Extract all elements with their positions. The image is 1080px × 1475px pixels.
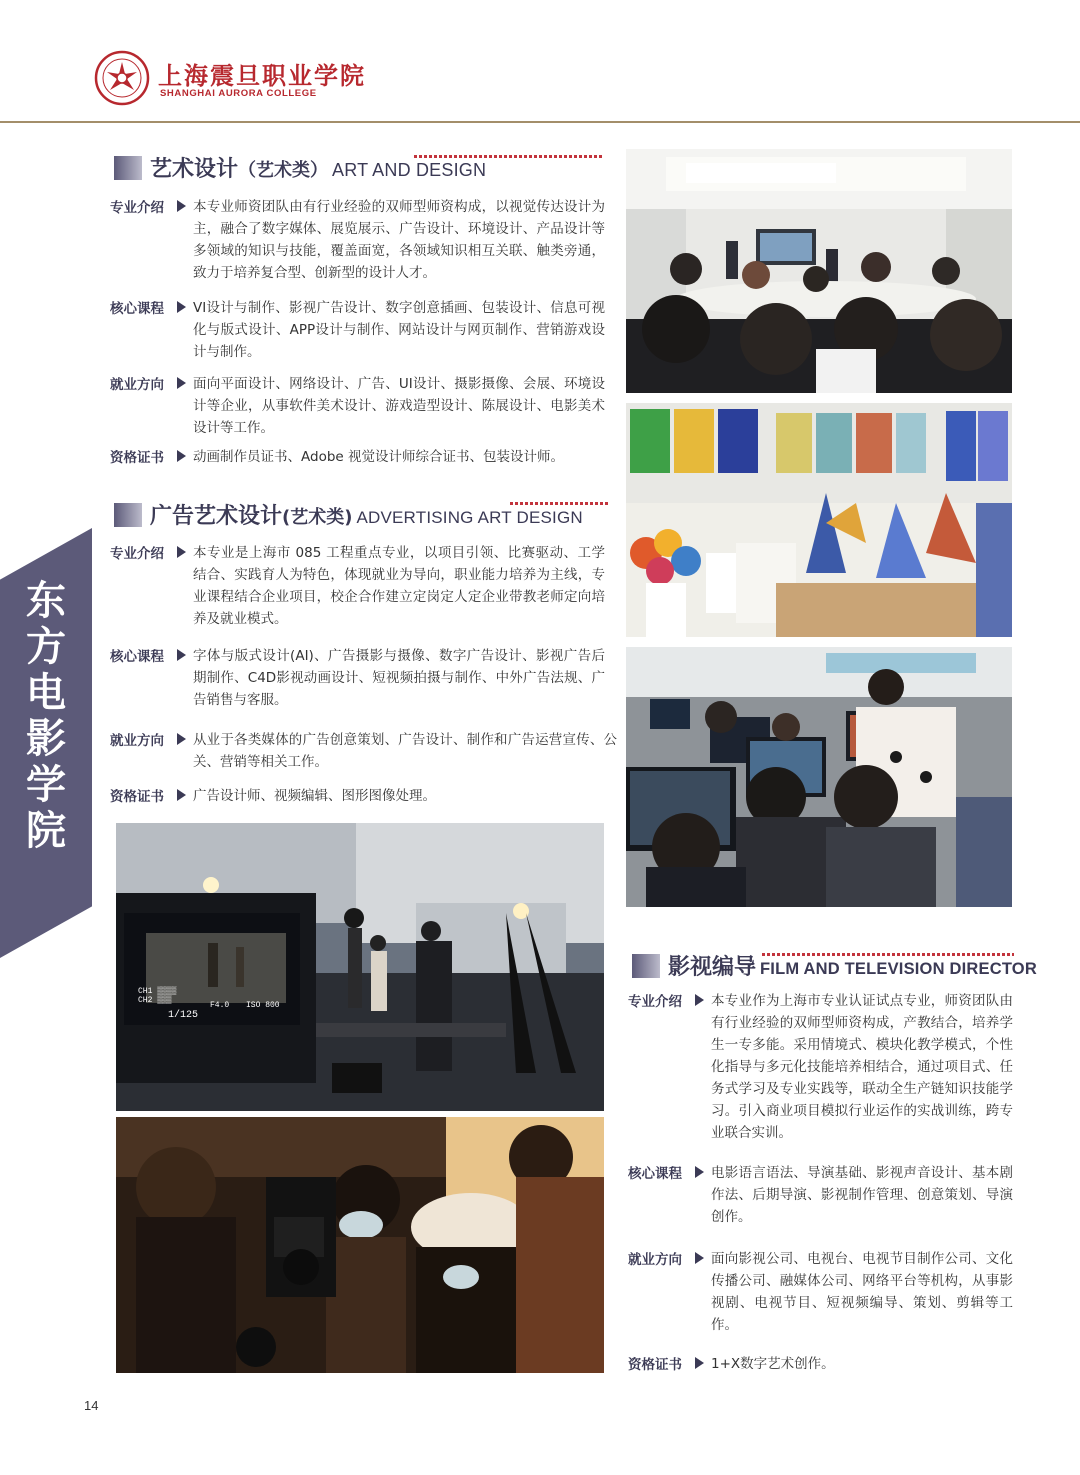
section-title-cn: 广告艺术设计 [150, 504, 283, 529]
triangle-bullet-icon [177, 301, 186, 313]
section-title-cn: 影视编导 [668, 955, 757, 980]
section-title-en: ADVERTISING ART DESIGN [356, 508, 583, 527]
heading-bar [114, 503, 142, 527]
film-studio-monitor-photo [116, 823, 604, 1111]
row-label: 资格证书 [110, 450, 164, 466]
monitor-iso-text: ISO 800 [246, 1001, 280, 1010]
side-tab-char: 院 [26, 808, 66, 854]
section-category: （艺术类） [238, 160, 329, 181]
college-name-en: SHANGHAI AURORA COLLEGE [160, 88, 317, 99]
classroom-lecture-photo [626, 149, 1012, 393]
section-title [150, 152, 486, 183]
section-title-en: ART AND DESIGN [332, 160, 487, 180]
row-label: 专业介绍 [628, 994, 682, 1010]
side-tab-char: 学 [26, 762, 66, 808]
side-tab-char: 东 [26, 578, 66, 624]
section-title-en: FILM AND TELEVISION DIRECTOR [760, 960, 1037, 978]
header-divider [0, 121, 1080, 123]
heading-bar [632, 954, 660, 978]
monitor-ch2-text: CH2 ▒▒▒ [138, 996, 172, 1005]
row-label: 专业介绍 [110, 200, 164, 216]
row-label: 核心课程 [628, 1166, 682, 1182]
triangle-bullet-icon [177, 649, 186, 661]
row-text: 本专业作为上海市专业认证试点专业，师资团队由有行业经验的双师型师资构成，产教结合，培养学生一专多能。采用情境式、模块化教学模式，个性化指导与多元化技能培养相结合，通过项目式、任务式学习及专业实践等，联动全生产链知识技能学习。引入商业项目模拟行业运作的实战训练，跨专业联合实训。 [711, 993, 1013, 1141]
row-text: 从业于各类媒体的广告创意策划、广告设计、制作和广告运营宣传、公关、营销等相关工作。 [193, 732, 617, 770]
row-text: VI设计与制作、影视广告设计、数字创意插画、包装设计、信息可视化与版式设计、APP设计与制作、网站设计与网页制作、营销游戏设计与制作。 [193, 300, 605, 360]
row-label: 资格证书 [628, 1357, 682, 1373]
monitor-ch1-text: CH1 ▒▒▒▒ [138, 987, 177, 996]
section-category: (艺术类) [282, 507, 353, 528]
section-title [668, 950, 1037, 981]
row-label: 专业介绍 [110, 546, 164, 562]
triangle-bullet-icon [177, 789, 186, 801]
row-text: 广告设计师、视频编辑、图形图像处理。 [193, 788, 436, 804]
side-tab-char: 电 [26, 670, 66, 716]
section-heading-film-director [632, 950, 1037, 986]
row-text: 面向影视公司、电视台、电视节目制作公司、文化传播公司、融媒体公司、网络平台等机构，从事影视剧、电视节目、短视频编导、策划、剪辑等工作。 [711, 1251, 1013, 1333]
heading-bar [114, 156, 142, 180]
triangle-bullet-icon [177, 377, 186, 389]
art-exhibition-photo [626, 403, 1012, 637]
monitor-aperture-text: F4.0 [210, 1001, 230, 1010]
row-label: 就业方向 [110, 377, 164, 393]
row-label: 就业方向 [628, 1252, 682, 1268]
college-name-cn: 上海震旦职业学院 [158, 61, 366, 90]
row-text: 动画制作员证书、Adobe 视觉设计师综合证书、包装设计师。 [193, 449, 564, 465]
camera-crew-photo [116, 1117, 604, 1373]
row-label: 核心课程 [110, 649, 164, 665]
row-label: 资格证书 [110, 789, 164, 805]
triangle-bullet-icon [177, 546, 186, 558]
section-heading-art-design [114, 152, 604, 188]
side-tab-label [0, 578, 92, 854]
row-text: 本专业师资团队由有行业经验的双师型师资构成，以视觉传达设计为主，融合了数字媒体、展览展示、广告设计、环境设计、产品设计等多领域的知识与技能，覆盖面宽，各领域知识相互关联、触类旁通，致力于培养复合型、创新型的设计人才。 [193, 199, 605, 281]
row-label: 核心课程 [110, 301, 164, 317]
section-title-cn: 艺术设计 [150, 157, 239, 182]
triangle-bullet-icon [695, 994, 704, 1006]
row-text: 电影语言语法、导演基础、影视声音设计、基本剧作法、后期导演、影视制作管理、创意策划、导演创作。 [711, 1165, 1013, 1225]
triangle-bullet-icon [177, 450, 186, 462]
college-seal-icon [94, 50, 150, 106]
row-text: 字体与版式设计(AI)、广告摄影与摄像、数字广告设计、影视广告后期制作、C4D影视动画设计、短视频拍摄与制作、中外广告法规、广告销售与客服。 [193, 648, 605, 708]
row-label: 就业方向 [110, 733, 164, 749]
triangle-bullet-icon [695, 1357, 704, 1369]
computer-lab-photo [626, 647, 1012, 907]
triangle-bullet-icon [177, 733, 186, 745]
section-heading-advertising [114, 499, 614, 535]
page-number: 14 [84, 1398, 99, 1413]
section-title [150, 499, 583, 530]
triangle-bullet-icon [177, 200, 186, 212]
row-text: 本专业是上海市 085 工程重点专业，以项目引领、比赛驱动、工学结合、实践育人为特色，体现就业为导向，职业能力培养为主线，专业课程结合企业项目，校企合作建立定岗定人定企业带教老师定向培养及就业模式。 [193, 545, 605, 627]
row-text: 面向平面设计、网络设计、广告、UI设计、摄影摄像、会展、环境设计等企业，从事软件美术设计、游戏造型设计、陈展设计、电影美术设计等工作。 [193, 376, 605, 436]
triangle-bullet-icon [695, 1252, 704, 1264]
page-header [0, 0, 1080, 122]
triangle-bullet-icon [695, 1166, 704, 1178]
monitor-shutter-text: 1/125 [168, 1010, 199, 1021]
side-tab-char: 影 [26, 716, 66, 762]
side-tab-char: 方 [26, 624, 66, 670]
row-text: 1+X数字艺术创作。 [711, 1356, 835, 1372]
